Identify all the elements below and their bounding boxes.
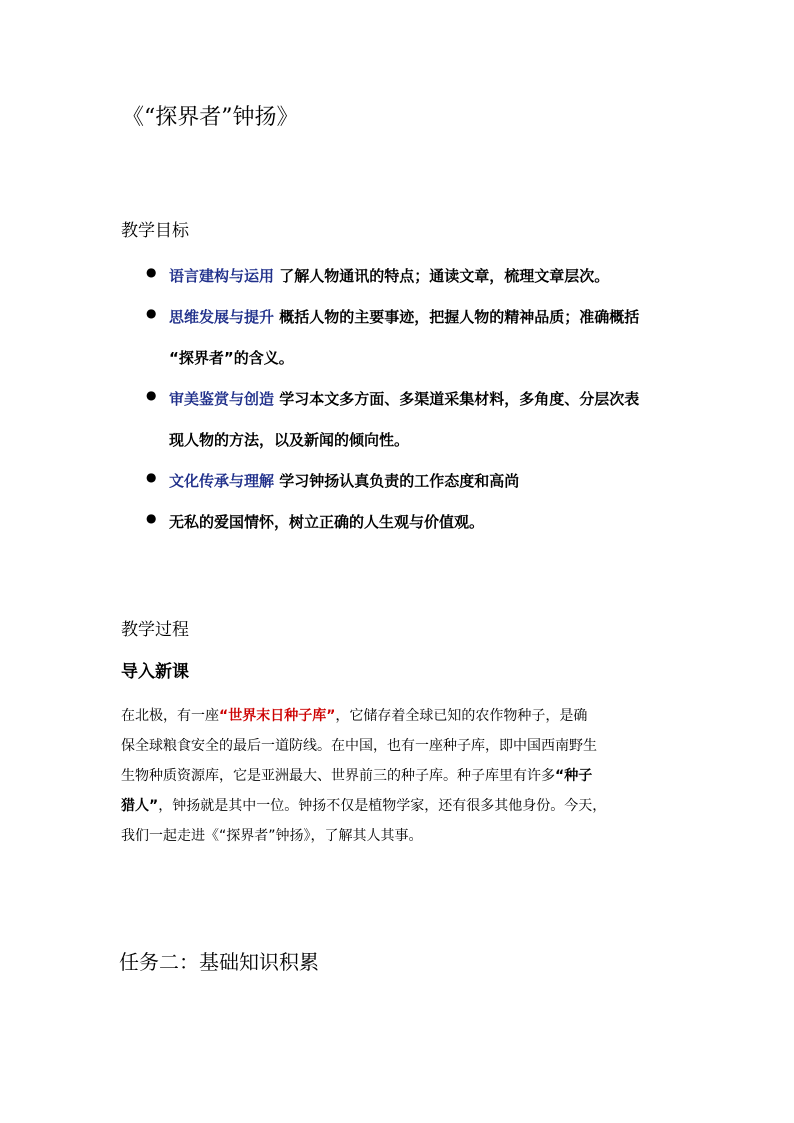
intro-text: ，钟扬就是其中一位。钟扬不仅是植物学家，还有很多其他身份。今天， — [158, 798, 607, 814]
document-title: 《“探界者”钟扬》 — [122, 105, 299, 130]
objective-text: 学习钟扬认真负责的工作态度和高尚 — [274, 472, 520, 490]
objective-key: 思维发展与提升 — [169, 308, 275, 326]
objective-item — [146, 470, 520, 491]
objective-text: 现人物的方法，以及新闻的倾向性。 — [169, 431, 410, 449]
objective-continuation — [169, 429, 409, 450]
bullet-icon: ● — [146, 511, 157, 525]
objective-item — [146, 265, 610, 286]
task-two-heading: 任务二：基础知识积累 — [119, 950, 319, 974]
seed-hunter-highlight: 猎人” — [121, 798, 159, 814]
intro-text: ，它储存着全球已知的农作物种子，是确 — [335, 708, 588, 724]
intro-paragraph — [121, 701, 691, 851]
intro-line-4 — [121, 791, 691, 821]
objective-text: 无私的爱国情怀，树立正确的人生观与价值观。 — [169, 513, 485, 531]
intro-text: 在北极，有一座 — [121, 708, 219, 724]
objective-text: 概括人物的主要事迹，把握人物的精神品质；准确概括 — [274, 308, 640, 326]
intro-text: 生物种质资源库，它是亚洲最大、世界前三的种子库。种子库里有许多 — [121, 768, 555, 784]
objective-text: 学习本文多方面、多渠道采集材料，多角度、分层次表 — [274, 390, 640, 408]
bullet-icon: ● — [146, 265, 157, 279]
objective-key: 语言建构与运用 — [169, 267, 275, 285]
seed-hunter-highlight: “种子 — [555, 768, 593, 784]
objective-continuation — [169, 347, 294, 368]
objective-key: 文化传承与理解 — [169, 472, 275, 490]
objective-key: 审美鉴赏与创造 — [169, 390, 275, 408]
objective-text: “探界者”的含义。 — [169, 349, 294, 367]
objective-item — [146, 388, 640, 409]
objective-item — [146, 511, 485, 532]
intro-line-3 — [121, 761, 691, 791]
bullet-icon: ● — [146, 470, 157, 484]
teaching-objectives-heading: 教学目标 — [121, 221, 189, 241]
objective-item — [146, 306, 640, 327]
intro-line-5: 我们一起走进《“探界者”钟扬》，了解其人其事。 — [121, 828, 423, 844]
teaching-process-heading: 教学过程 — [121, 620, 189, 640]
bullet-icon: ● — [146, 388, 157, 402]
lead-in-subheading: 导入新课 — [121, 662, 189, 682]
intro-line-1 — [121, 701, 691, 731]
bullet-icon: ● — [146, 306, 157, 320]
objective-text: 了解人物通讯的特点；通读文章，梳理文章层次。 — [274, 267, 610, 285]
intro-line-2: 保全球粮食安全的最后一道防线。在中国，也有一座种子库，即中国西南野生 — [121, 738, 597, 754]
seed-vault-highlight: “世界末日种子库” — [219, 708, 336, 724]
